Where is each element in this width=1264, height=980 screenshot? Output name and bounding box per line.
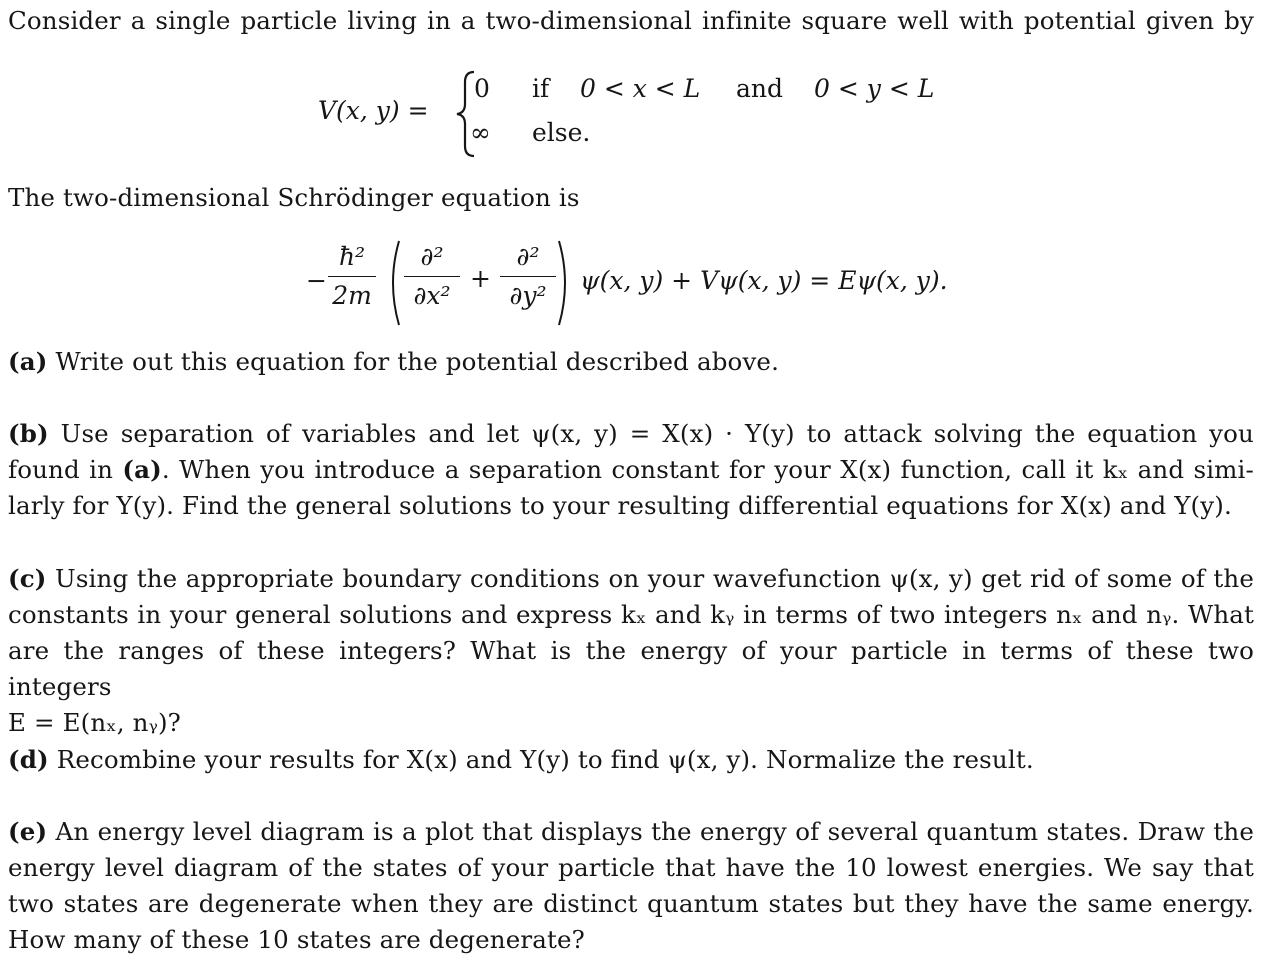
coef-denominator: 2m [332,281,372,310]
d2y-denominator: ∂y² [509,281,547,310]
part-b [8,416,1254,524]
fraction-bar [404,276,460,277]
left-paren-icon [384,238,402,328]
case1-cond-x: 0 < x < L [580,74,701,103]
part-b-line2-pre: found in [8,455,114,484]
fraction-bar [500,276,556,277]
eq-rhs: ψ(x, y) + Vψ(x, y) = Eψ(x, y). [580,266,948,295]
part-e-line4: How many of these 10 states are degenerate? [8,925,585,954]
case1-value: 0 [474,74,490,103]
part-b-line2-post: . When you introduce a separation constant for your X(x) function, call it kₓ and simi- [161,455,1254,484]
potential-lhs: V(x, y) = [318,96,429,125]
coef-fraction [328,242,376,311]
right-paren-icon [556,238,574,328]
part-b-line3: larly for Y(y). Find the general solutions to your resulting differential equations for X(x) and Y(y). [8,491,1232,520]
d2y-numerator: ∂² [516,242,540,271]
eq-plus: + [470,264,491,293]
case2-cond: else. [532,118,591,147]
part-b-line2-ref: (a) [122,455,162,484]
d2x-numerator: ∂² [420,242,444,271]
eq-minus: − [306,266,327,295]
part-a [8,344,1254,380]
part-d [8,742,1254,778]
case1-cond-y: 0 < y < L [814,74,935,103]
part-e-label: (e) [8,817,48,846]
d2x-denominator: ∂x² [413,281,451,310]
coef-numerator: ħ² [338,242,366,271]
d2y-fraction [500,242,556,311]
fraction-bar [328,276,376,277]
part-e-line2: energy level diagram of the states of your particle that have the 10 lowest energies. We say that [8,853,1254,882]
part-e-line3: two states are degenerate when they are distinct quantum states but they have the same energy. [8,889,1254,918]
part-c-line1: Using the appropriate boundary conditions on your wavefunction ψ(x, y) get rid of some of the [55,564,1254,593]
part-c-line3: are the ranges of these integers? What is the energy of your particle in terms of these two integers [8,636,1254,701]
part-c-label: (c) [8,564,47,593]
part-b-line1: Use separation of variables and let ψ(x, y) = X(x) · Y(y) to attack solving the equation you [60,419,1254,448]
part-b-label: (b) [8,419,49,448]
part-d-text: Recombine your results for X(x) and Y(y) to find ψ(x, y). Normalize the result. [56,745,1034,774]
d2x-fraction [404,242,460,311]
part-e-line1: An energy level diagram is a plot that displays the energy of several quantum states. Draw the [55,817,1254,846]
part-c [8,561,1254,741]
part-c-line4: E = E(nₓ, nᵧ)? [8,708,181,737]
case1-and: and [736,74,784,103]
part-e [8,814,1254,958]
case1-if: if [532,74,550,103]
part-a-label: (a) [8,347,48,376]
schrodinger-intro: The two-dimensional Schrödinger equation is [8,183,580,212]
intro-text: Consider a single particle living in a two-dimensional infinite square well with potential given by [8,6,1254,35]
case2-value: ∞ [470,118,491,147]
part-d-label: (d) [8,745,49,774]
part-a-text: Write out this equation for the potential described above. [55,347,780,376]
part-c-line2: constants in your general solutions and express kₓ and kᵧ in terms of two integers nₓ and nᵧ. What [8,600,1254,629]
